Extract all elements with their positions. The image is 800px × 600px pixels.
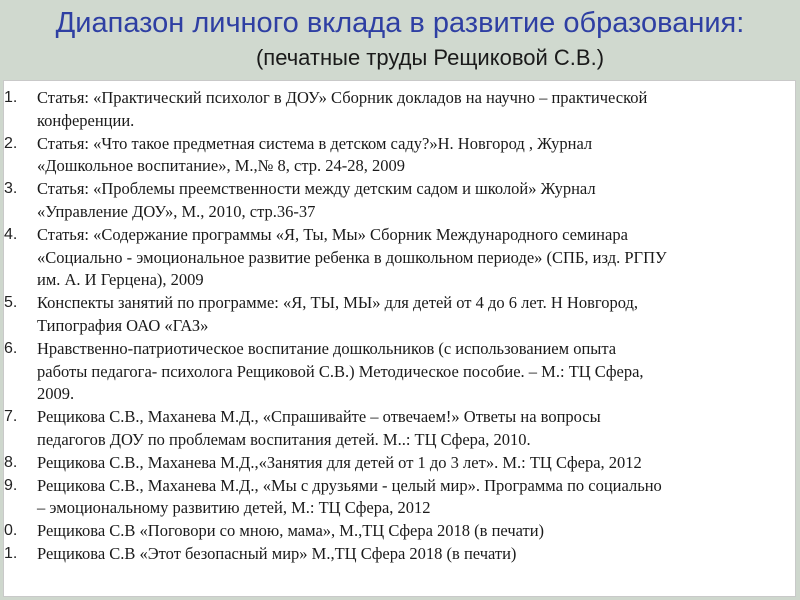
list-item-text-line: Типография ОАО «ГАЗ»	[37, 315, 209, 335]
content-panel	[3, 80, 796, 597]
list-item-number: 3.	[4, 180, 18, 198]
slide-subtitle: (печатные труды Рещиковой С.В.)	[255, 45, 605, 70]
list-item-text-line: Рещикова С.В., Маханева М.Д.,«Занятия для детей от 1 до 3 лет». М.: ТЦ Сфера, 2012	[37, 452, 642, 472]
list-item	[4, 520, 797, 543]
list-item-text-line: «Дошкольное воспитание», М.,№ 8, стр. 24-28, 2009	[37, 156, 405, 176]
list-item	[4, 406, 797, 452]
list-item-text-line: педагогов ДОУ по проблемам воспитания детей. М..: ТЦ Сфера, 2010.	[37, 429, 531, 449]
list-item-text-line: Статья: «Что такое предметная система в детском саду?»Н. Новгород , Журнал	[37, 133, 593, 153]
list-item-text-line: конференции.	[37, 110, 135, 130]
list-item-text-line: Статья: «Практический психолог в ДОУ» Сборник докладов на научно – практической	[37, 88, 648, 107]
list-item-number: 9.	[4, 476, 18, 494]
publications-list	[4, 87, 797, 566]
list-item-text-line: Нравственно-патриотическое воспитание дошкольников (с использованием опыта	[37, 338, 617, 358]
list-item-text-line: Рещикова С.В «Этот безопасный мир» М.,ТЦ Сфера 2018 (в печати)	[37, 543, 517, 563]
list-item	[4, 178, 797, 224]
list-item-number: 2.	[4, 134, 18, 152]
list-item	[4, 475, 797, 521]
list-item	[4, 452, 797, 475]
list-item	[4, 292, 797, 338]
list-item-text-line: – эмоциональному развитию детей, М.: ТЦ Сфера, 2012	[37, 498, 431, 518]
list-item-number: 4.	[4, 225, 18, 243]
list-item-number: 5.	[4, 294, 18, 312]
slide-title: Диапазон личного вклада в развитие образования:	[55, 7, 745, 39]
list-item	[4, 224, 797, 292]
list-item-text-line: Статья: «Содержание программы «Я, Ты, Мы» Сборник Международного семинара	[37, 224, 628, 244]
list-item-text-line: Статья: «Проблемы преемственности между детским садом и школой» Журнал	[37, 179, 596, 199]
list-item-text-line: Конспекты занятий по программе: «Я, ТЫ, МЫ» для детей от 4 до 6 лет. Н Новгород,	[37, 293, 639, 313]
list-item-text-line: «Социально - эмоциональное развитие ребенка в дошкольном периоде» (СПБ, изд. РГПУ	[37, 247, 667, 267]
list-item	[4, 543, 797, 566]
slide-header	[0, 0, 800, 80]
list-item-text-line: Рещикова С.В «Поговори со мною, мама», М.,ТЦ Сфера 2018 (в печати)	[37, 521, 545, 541]
list-item-text-line: работы педагога- психолога Рещиковой С.В.) Методическое пособие. – М.: ТЦ Сфера,	[37, 361, 644, 381]
list-item-number: 1.	[4, 89, 18, 106]
list-item-number: 1.	[4, 544, 18, 562]
list-item-text-line: им. А. И Герцена), 2009	[37, 270, 204, 290]
list-item-text-line: 2009.	[37, 384, 75, 404]
list-item-number: 7.	[4, 408, 18, 426]
list-item	[4, 133, 797, 179]
list-item	[4, 338, 797, 406]
list-item	[4, 87, 797, 133]
list-item-text-line: «Управление ДОУ», М., 2010, стр.36-37	[37, 201, 316, 221]
list-item-number: 0.	[4, 522, 18, 540]
list-item-text-line: Рещикова С.В., Маханева М.Д., «Спрашивайте – отвечаем!» Ответы на вопросы	[37, 407, 601, 427]
list-item-number: 6.	[4, 339, 18, 357]
list-item-number: 8.	[4, 453, 18, 471]
list-item-text-line: Рещикова С.В., Маханева М.Д., «Мы с друзьями - целый мир». Программа по социально	[37, 475, 662, 495]
